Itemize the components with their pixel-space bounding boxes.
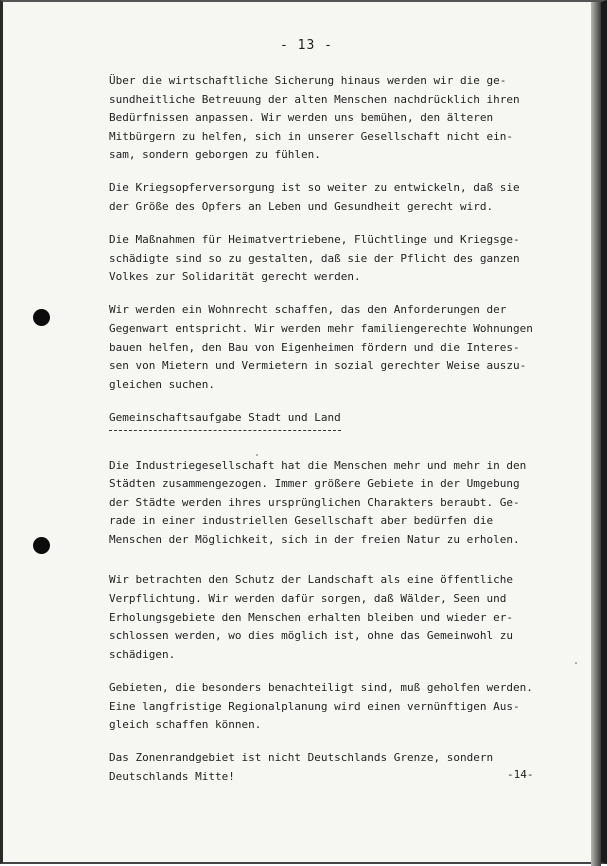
- paragraph: Wir werden ein Wohnrecht schaffen, das den Anforderungen der Gegenwart entspricht. Wir werden mehr familiengerechte Wohnungen bauen helfen, den Bau von Eigenheimen fördern und die Interes- sen von Mietern und Vermietern in sozial gerechter Weise auszu- gleichen suchen.: [109, 303, 533, 391]
- section-heading: Gemeinschaftsaufgabe Stadt und Land: [109, 409, 341, 431]
- scan-edge: [591, 2, 601, 866]
- section-heading-wrap: [109, 409, 579, 457]
- paragraph: Die Kriegsopferversorgung ist so weiter zu entwickeln, daß sie der Größe des Opfers an Leben und Gesundheit gerecht wird.: [109, 181, 520, 214]
- punch-hole-icon: [33, 537, 50, 554]
- paragraph: Das Zonenrandgebiet ist nicht Deutschlands Grenze, sondern Deutschlands Mitte!: [109, 751, 494, 783]
- continuation-marker: -14-: [507, 768, 534, 781]
- paragraph: Die Maßnahmen für Heimatvertriebene, Flüchtlinge und Kriegsge- schädigte sind so zu gestalten, daß sie der Pflicht des ganzen Volkes zur Solidarität gerecht werden.: [109, 233, 520, 284]
- punch-hole-icon: [33, 309, 50, 326]
- page-number: - 13 -: [280, 38, 333, 53]
- document-body: [109, 72, 579, 801]
- paragraph: Gebieten, die besonders benachteiligt sind, muß geholfen werden. Eine langfristige Regionalplanung wird einen vernünftigen Aus- gleich schaffen können.: [109, 680, 533, 732]
- paragraph: Über die wirtschaftliche Sicherung hinaus werden wir die ge- sundheitliche Betreuung der alten Menschen nachdrücklich ihren Bedürfnissen anpassen. Wir werden uns bemühen, den älteren Mitbürgern zu helfen, sich in unserer Gesellschaft nicht ein- sam, sondern geborgen zu fühlen.: [109, 74, 520, 162]
- paragraph: Wir betrachten den Schutz der Landschaft als eine öffentliche Verpflichtung. Wir werden dafür sorgen, daß Wälder, Seen und Erholungsgebiete den Menschen erhalten bleiben und wieder er- schlossen werden, wo dies möglich ist, ohne das Gemeinwohl zu schädigen.: [109, 573, 513, 661]
- paragraph: Die Industriegesellschaft hat die Menschen mehr und mehr in den Städten zusammengezogen. Immer größere Gebiete in der Umgebung der Städte werden ihres ursprünglichen Charakters beraubt. Ge- rade in einer industriellen Gesellschaft aber bedürfen die Menschen der Möglichkeit, sich in der freien Natur zu erholen.: [109, 458, 527, 546]
